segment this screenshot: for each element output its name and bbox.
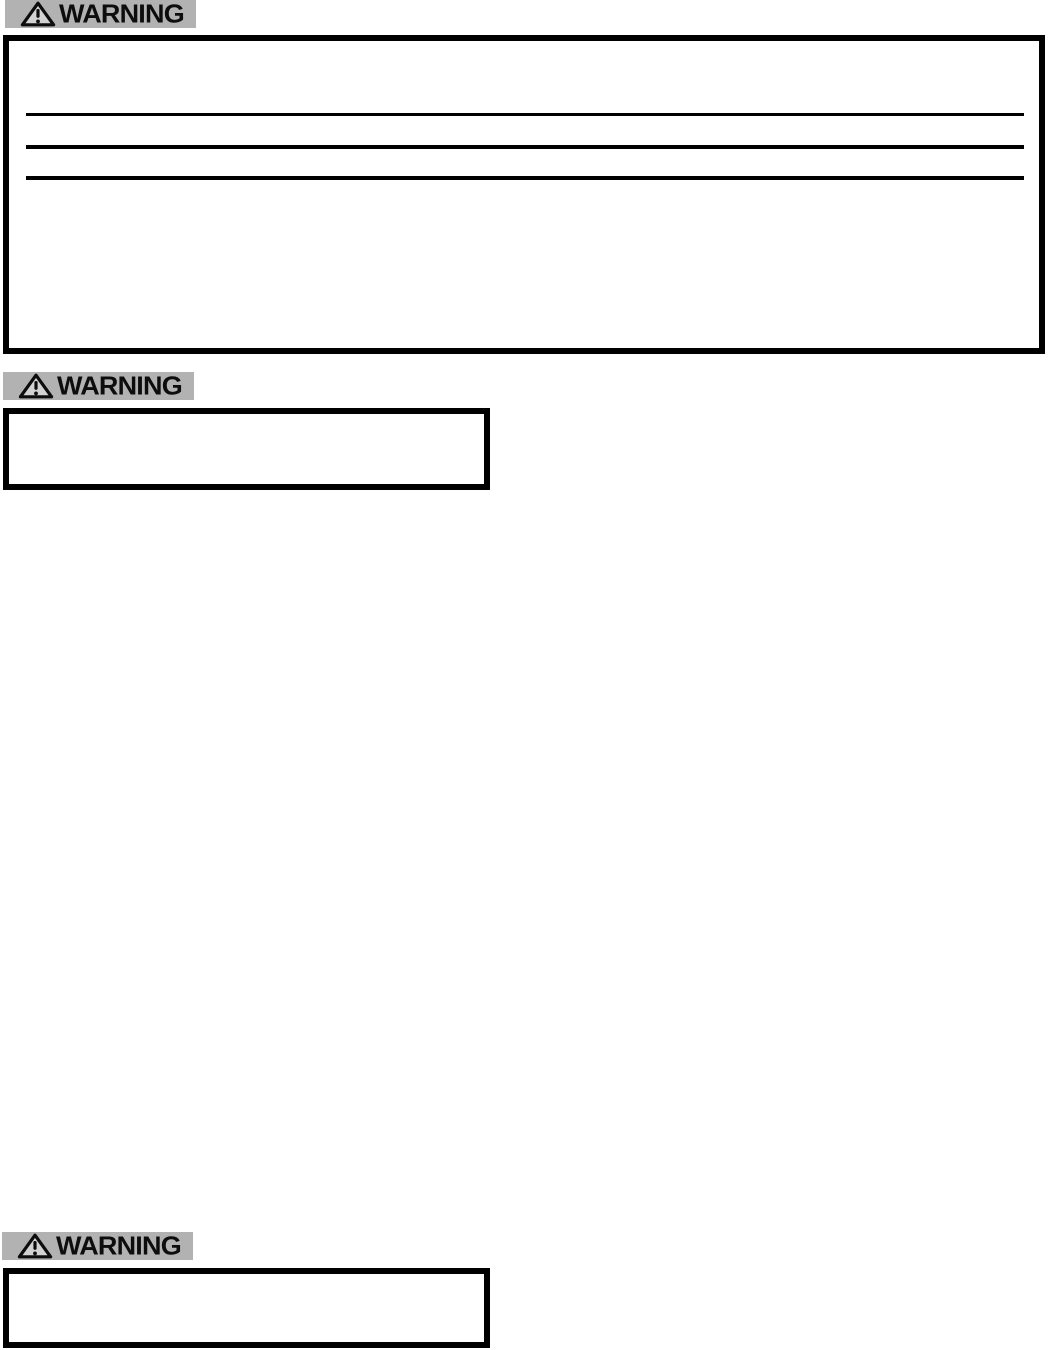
divider-line-3 <box>26 176 1024 180</box>
warning-banner-2 <box>3 372 194 400</box>
divider-line-2 <box>26 145 1024 149</box>
warning-box-small-2 <box>3 1268 490 1348</box>
warning-triangle-icon <box>17 1233 53 1259</box>
warning-banner-label: WARNING <box>56 1231 181 1261</box>
warning-banner-label: WARNING <box>59 0 184 29</box>
warning-box-large <box>3 35 1045 354</box>
warning-triangle-icon <box>20 1 56 27</box>
divider-line-1 <box>26 113 1024 116</box>
warning-banner-label: WARNING <box>57 371 182 401</box>
warning-box-small-1 <box>3 408 490 490</box>
warning-triangle-icon <box>18 373 54 399</box>
warning-banner-3 <box>2 1232 193 1260</box>
warning-banner-1 <box>5 0 196 28</box>
